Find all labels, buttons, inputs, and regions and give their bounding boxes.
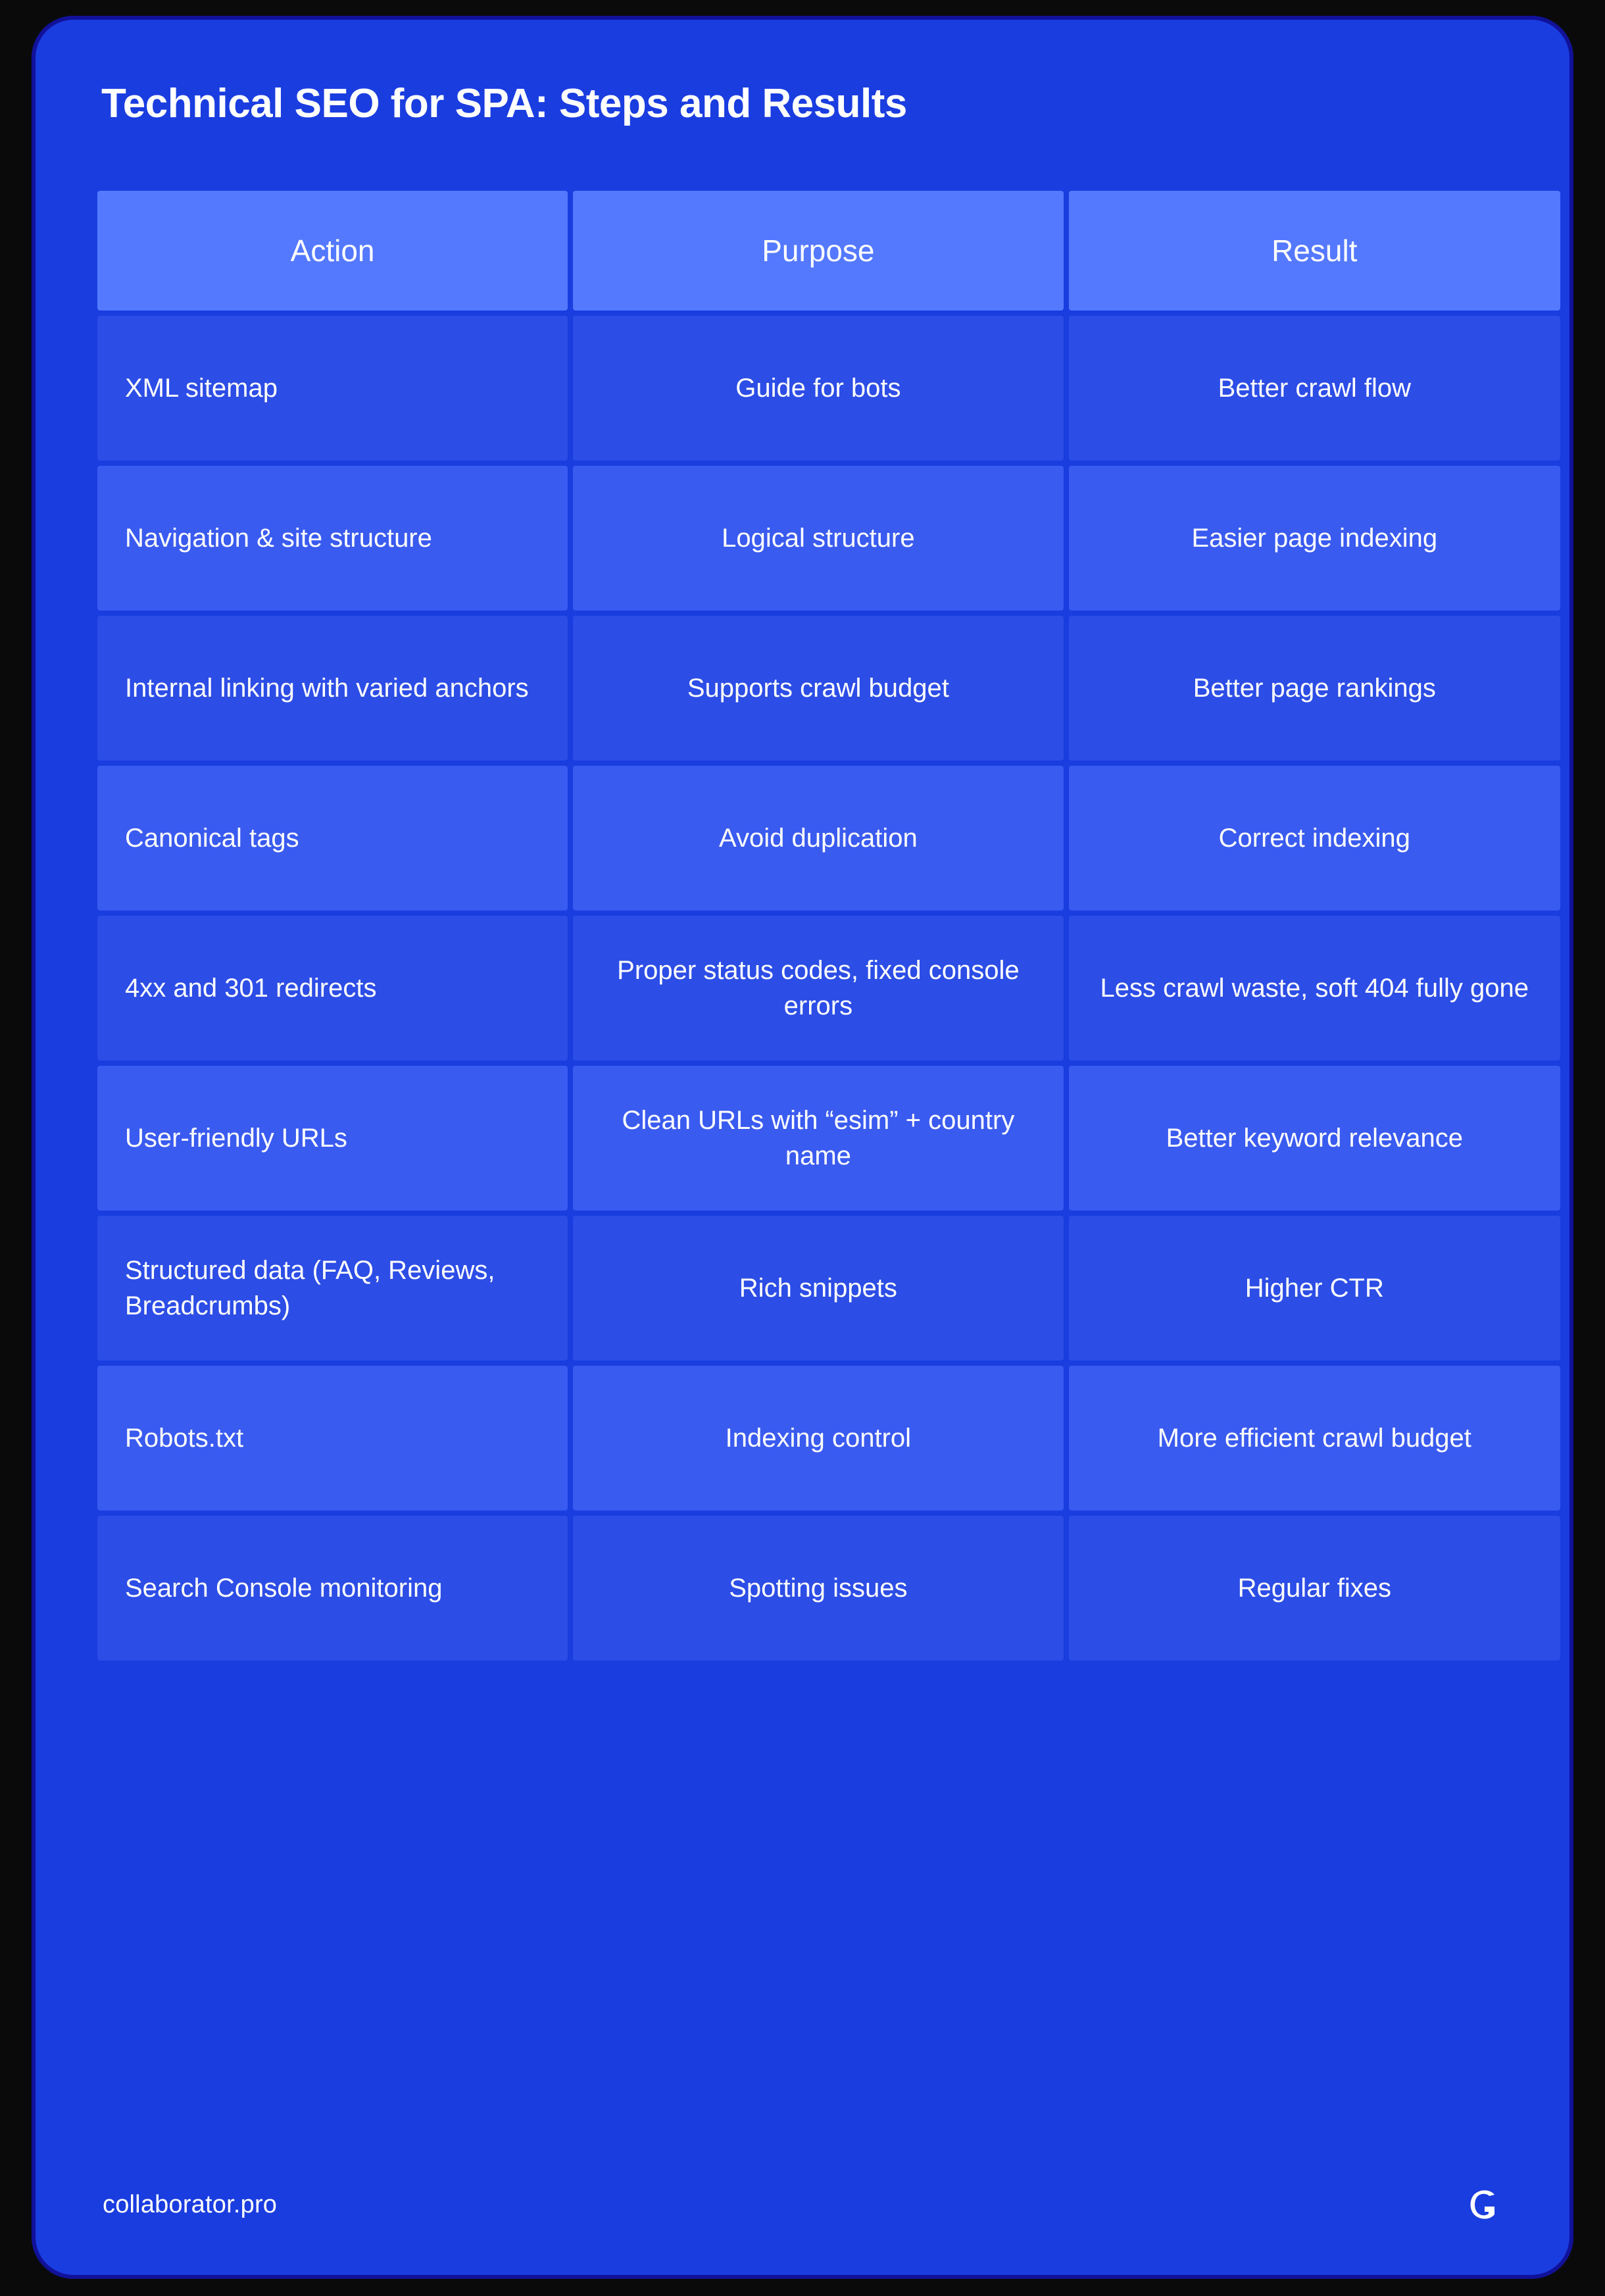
footer (103, 2187, 1502, 2222)
cell-action: Search Console monitoring (97, 1516, 568, 1660)
table-header (97, 191, 1560, 311)
page-title: Technical SEO for SPA: Steps and Results (101, 81, 907, 126)
seo-table (92, 186, 1566, 1666)
table-row (97, 316, 1560, 461)
cell-result: Better crawl flow (1069, 316, 1560, 461)
cell-purpose: Clean URLs with “esim” + country name (573, 1066, 1063, 1210)
cell-action: Navigation & site structure (97, 466, 568, 611)
cell-purpose: Spotting issues (573, 1516, 1063, 1660)
table-body (97, 316, 1560, 1660)
cell-result: Correct indexing (1069, 766, 1560, 911)
table-row (97, 916, 1560, 1061)
table-row (97, 766, 1560, 911)
cell-result: Higher CTR (1069, 1216, 1560, 1360)
cell-result: Better keyword relevance (1069, 1066, 1560, 1210)
cell-action: Internal linking with varied anchors (97, 616, 568, 761)
cell-action: Structured data (FAQ, Reviews, Breadcrumbs) (97, 1216, 568, 1360)
table-row (97, 1216, 1560, 1360)
cell-result: Regular fixes (1069, 1516, 1560, 1660)
cell-purpose: Supports crawl budget (573, 616, 1063, 761)
cell-action: XML sitemap (97, 316, 568, 461)
cell-action: 4xx and 301 redirects (97, 916, 568, 1061)
table-row (97, 1516, 1560, 1660)
cell-result: Better page rankings (1069, 616, 1560, 761)
table-row (97, 466, 1560, 611)
cell-result: Easier page indexing (1069, 466, 1560, 611)
cell-purpose: Guide for bots (573, 316, 1063, 461)
column-header-result: Result (1069, 191, 1560, 311)
table-header-row (97, 191, 1560, 311)
collaborator-logo-icon (1467, 2187, 1502, 2222)
cell-result: More efficient crawl budget (1069, 1366, 1560, 1510)
cell-action: Robots.txt (97, 1366, 568, 1510)
cell-result: Less crawl waste, soft 404 fully gone (1069, 916, 1560, 1061)
cell-purpose: Rich snippets (573, 1216, 1063, 1360)
cell-purpose: Indexing control (573, 1366, 1063, 1510)
brand-label: collaborator.pro (103, 2190, 278, 2218)
cell-purpose: Logical structure (573, 466, 1063, 611)
cell-purpose: Proper status codes, fixed console errors (573, 916, 1063, 1061)
cell-action: Canonical tags (97, 766, 568, 911)
column-header-purpose: Purpose (573, 191, 1063, 311)
infographic-card (32, 16, 1573, 2279)
seo-table-container (92, 186, 1566, 1666)
column-header-action: Action (97, 191, 568, 311)
table-row (97, 616, 1560, 761)
cell-action: User-friendly URLs (97, 1066, 568, 1210)
cell-purpose: Avoid duplication (573, 766, 1063, 911)
table-row (97, 1366, 1560, 1510)
table-row (97, 1066, 1560, 1210)
